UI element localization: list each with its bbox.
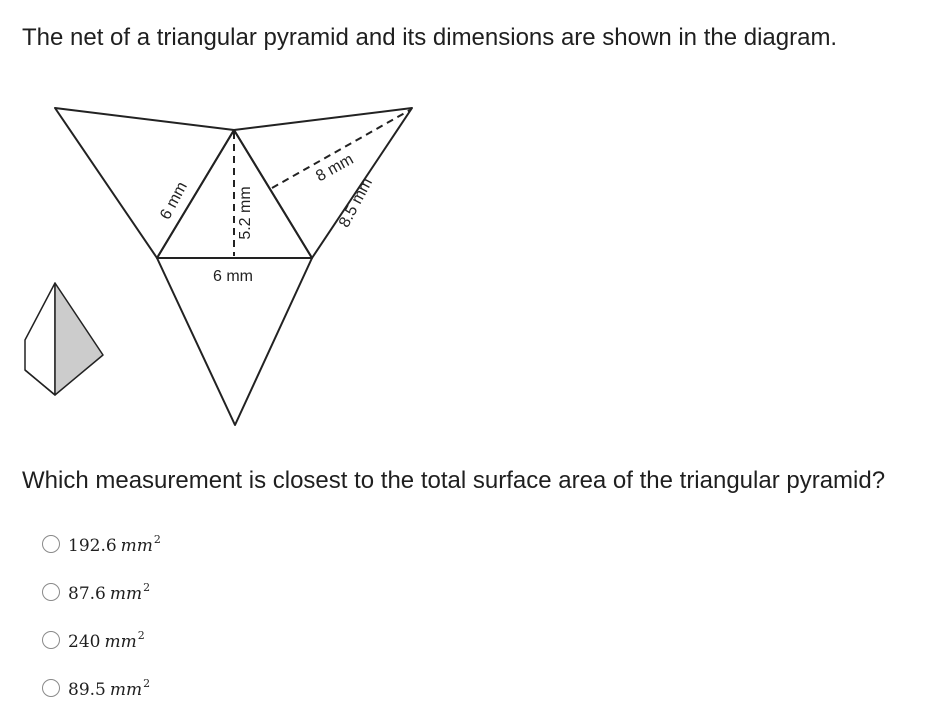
answer-choices — [42, 520, 161, 712]
question-intro: The net of a triangular pyramid and its dimensions are shown in the diagram. — [22, 24, 838, 51]
choice-option-4[interactable] — [42, 664, 161, 712]
choice-label: 87.6 $mm^2$ — [68, 580, 151, 604]
label-side-left: 6 mm — [157, 179, 191, 223]
choice-label: 192.6 $mm^2$ — [68, 532, 161, 556]
question-prompt: Which measurement is closest to the total surface area of the triangular pyramid? — [22, 467, 886, 494]
choice-label: 89.5 $mm^2$ — [68, 676, 151, 700]
label-slant-height: 8 mm — [313, 150, 357, 186]
net-face-left — [55, 108, 234, 258]
label-height-center: 5.2 mm — [237, 186, 254, 240]
choice-option-3[interactable] — [42, 616, 161, 664]
radio-button[interactable] — [42, 535, 60, 553]
choice-label: 240 $mm^2$ — [68, 628, 145, 652]
radio-button[interactable] — [42, 631, 60, 649]
slant-height-line — [272, 110, 410, 188]
radio-button[interactable] — [42, 583, 60, 601]
pyramid-3d-icon — [25, 283, 103, 395]
choice-option-2[interactable] — [42, 568, 161, 616]
label-base: 6 mm — [213, 268, 253, 285]
label-lateral-edge: 8.5 mm — [336, 175, 377, 231]
radio-button[interactable] — [42, 679, 60, 697]
choice-option-1[interactable] — [42, 520, 161, 568]
